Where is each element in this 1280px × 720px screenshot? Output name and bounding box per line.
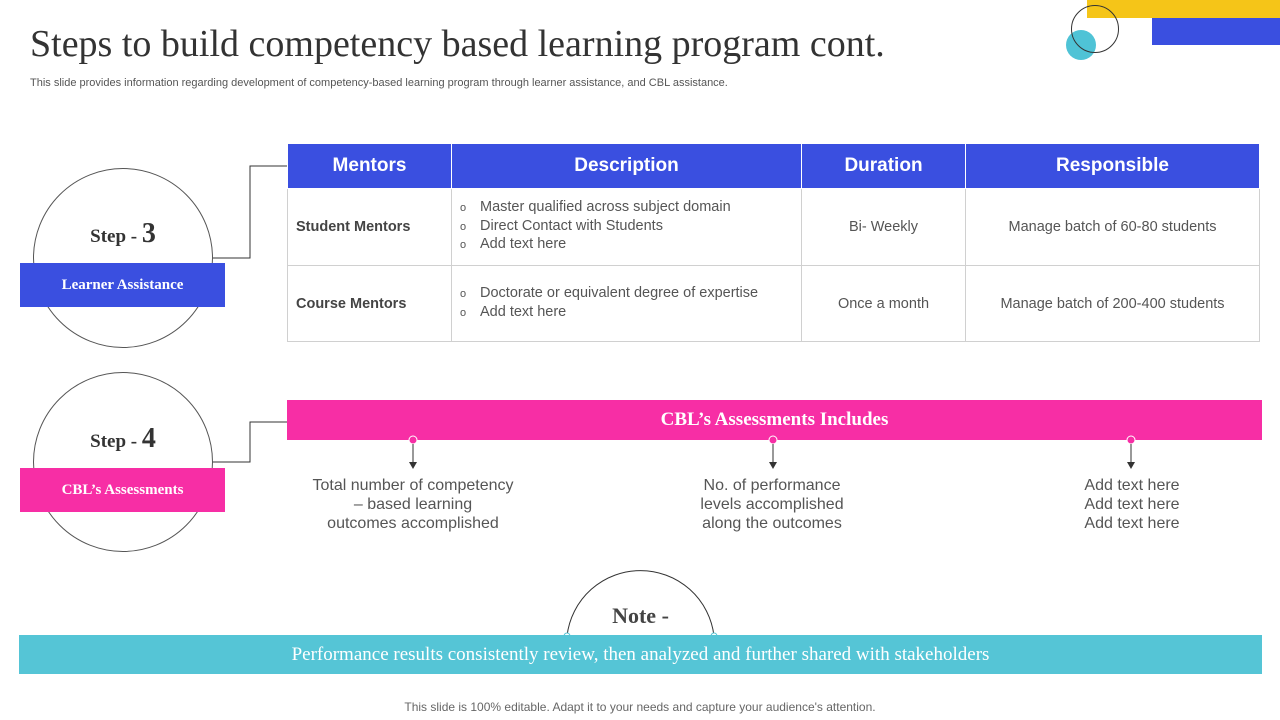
header-responsible: Responsible (966, 144, 1260, 189)
step4-number: 4 (141, 423, 156, 454)
assessment-arrow-1 (409, 436, 417, 469)
header-description: Description (452, 144, 802, 189)
header-duration: Duration (802, 144, 966, 189)
bullet-icon: o (460, 239, 467, 252)
assessment-item-1 (298, 476, 528, 533)
note-title: Note - (612, 603, 669, 628)
assessment-item-3 (1017, 476, 1247, 533)
assessment-line: outcomes accomplished (327, 515, 499, 532)
assessment-line: No. of performance (703, 477, 841, 494)
description-text: Add text here (480, 303, 567, 320)
assessment-arrow-2 (769, 436, 777, 469)
page-subtitle: This slide provides information regarding development of competency-based learning program through learner assistance, and CBL assistance. (30, 77, 728, 89)
cell-duration: Once a month (802, 266, 966, 342)
header-mentors: Mentors (288, 144, 452, 189)
cell-duration: Bi- Weekly (802, 189, 966, 266)
cell-responsible: Manage batch of 60-80 students (966, 189, 1260, 266)
description-text: Add text here (480, 236, 567, 253)
bullet-icon: o (460, 202, 467, 215)
assessment-line: Add text here (1084, 515, 1180, 532)
step3-label: Learner Assistance (20, 263, 225, 307)
bullet-icon: o (460, 288, 467, 300)
footer-text: This slide is 100% editable. Adapt it to your needs and capture your audience's attention. (404, 700, 876, 714)
step3-prefix: Step - (90, 226, 142, 247)
bullet-icon: o (460, 220, 467, 233)
note-bar: Performance results consistently review, then analyzed and further shared with stakeholders (19, 635, 1262, 674)
cell-mentor: Course Mentors (288, 266, 452, 342)
step4-label: CBL’s Assessments (20, 468, 225, 512)
description-text: Doctorate or equivalent degree of expertise (480, 285, 759, 301)
description-text: Master qualified across subject domain (480, 199, 731, 216)
assessment-line: along the outcomes (702, 515, 842, 532)
assessment-line: Add text here (1084, 477, 1180, 494)
assessment-line: – based learning (353, 496, 473, 513)
step3-number: 3 (141, 218, 156, 249)
page-title: Steps to build competency based learning program cont. (30, 23, 885, 65)
step4-prefix: Step - (90, 431, 142, 452)
assessment-line: Add text here (1084, 496, 1180, 513)
description-text: Direct Contact with Students (480, 217, 663, 234)
assessment-item-2 (657, 476, 887, 533)
assessments-title-bar: CBL’s Assessments Includes (287, 400, 1262, 440)
assessment-line: levels accomplished (700, 496, 844, 513)
cell-responsible: Manage batch of 200-400 students (966, 266, 1260, 342)
assessment-line: Total number of competency (312, 477, 514, 494)
cell-mentor: Student Mentors (288, 189, 452, 266)
bullet-icon: o (460, 306, 467, 319)
assessment-arrow-3 (1127, 436, 1135, 469)
